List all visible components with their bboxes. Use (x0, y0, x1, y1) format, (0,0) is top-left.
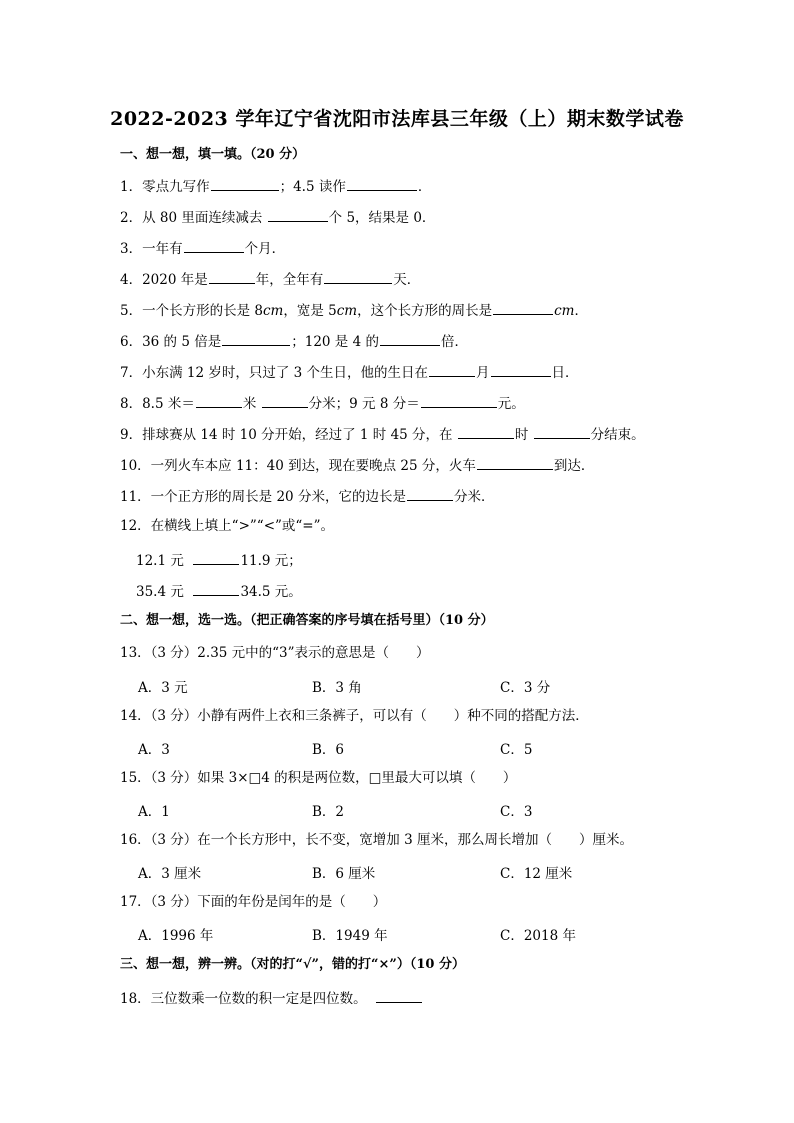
question-7 (120, 362, 579, 382)
q4-blank-1[interactable] (209, 269, 255, 284)
question-6 (120, 331, 468, 351)
question-4 (120, 269, 420, 289)
q9-text-b: 时 (514, 427, 529, 443)
q17-option-a[interactable]: A．1996 年 (138, 928, 214, 944)
question-16-stem: 16．（3 分）在一个长方形中，长不变，宽增加 3 厘米，那么周长增加（ ）厘米。 (120, 832, 633, 848)
q8-blank-3[interactable] (421, 393, 497, 408)
q5-unit-1: cm (262, 303, 284, 319)
q6-blank-2[interactable] (380, 331, 440, 346)
q13-option-b[interactable]: B．3 角 (312, 680, 362, 696)
section-1-heading: 一、想一想，填一填。（20 分） (120, 147, 306, 162)
q8-blank-2[interactable] (262, 393, 308, 408)
question-12: 12．在横线上填上“>”“<”或“=”。 (120, 518, 335, 534)
question-1 (120, 176, 431, 196)
q11-blank-1[interactable] (407, 486, 453, 501)
question-9 (120, 424, 645, 444)
q16-option-a[interactable]: A．3 厘米 (138, 866, 202, 882)
q10-blank-1[interactable] (477, 455, 553, 470)
q12-blank-1[interactable] (193, 550, 239, 565)
q1-blank-1[interactable] (211, 176, 279, 191)
q18-blank-1[interactable] (376, 988, 422, 1003)
q4-text-a: 4．2020 年是 (120, 272, 208, 288)
q4-blank-2[interactable] (324, 269, 392, 284)
q17-option-b[interactable]: B．1949 年 (312, 928, 388, 944)
q14-option-b[interactable]: B．6 (312, 742, 345, 758)
q4-text-b: 年，全年有 (255, 272, 324, 288)
question-12-row-1 (136, 550, 302, 570)
q1-text-b: ；4.5 读作 (279, 179, 346, 195)
q5-unit-3: cm (554, 303, 575, 319)
q2-blank-1[interactable] (268, 207, 328, 222)
q14-option-a[interactable]: A．3 (138, 742, 170, 758)
question-5 (120, 300, 588, 320)
q3-text-a: 3．一年有 (120, 241, 183, 257)
q7-blank-1[interactable] (429, 362, 475, 377)
question-10 (120, 455, 594, 475)
q10-text-b: 到达． (553, 458, 595, 474)
q3-blank-1[interactable] (184, 238, 244, 253)
section-3-heading: 三、想一想，辨一辨。（对的打“√”，错的打“×”）（10 分） (120, 957, 465, 972)
q6-text-b: ；120 是 4 的 (291, 334, 379, 350)
q8-text-c: 分米；9 元 8 分＝ (308, 396, 420, 412)
q8-text-b: 米 (242, 396, 257, 412)
q7-blank-2[interactable] (491, 362, 551, 377)
q11-text-b: 分米． (453, 489, 495, 505)
q1-text-a: 1．零点九写作 (120, 179, 210, 195)
q8-text-d: 元。 (497, 396, 525, 412)
q14-option-c[interactable]: C．5 (500, 742, 533, 758)
q12-r2-left: 35.4 元 (136, 584, 184, 600)
q5-text-a: 5．一个长方形的长是 8 (120, 303, 263, 319)
question-18 (120, 988, 423, 1008)
question-3 (120, 238, 285, 258)
q12-r2-right: 34.5 元。 (240, 584, 302, 600)
q1-text-c: ． (417, 179, 432, 195)
section-2-heading: 二、想一想，选一选。（把正确答案的序号填在括号里）（10 分） (120, 613, 494, 628)
q4-text-c: 天． (393, 272, 421, 288)
q6-text-c: 倍． (440, 334, 468, 350)
q5-text-d: ． (574, 303, 588, 319)
q16-option-c[interactable]: C．12 厘米 (500, 866, 573, 882)
question-12-row-2 (136, 581, 302, 601)
q17-option-c[interactable]: C．2018 年 (500, 928, 576, 944)
q5-text-c: ，这个长方形的周长是 (357, 303, 493, 319)
q3-text-b: 个月． (244, 241, 286, 257)
q6-blank-1[interactable] (222, 331, 290, 346)
q11-text-a: 11．一个正方形的周长是 20 分米，它的边长是 (120, 489, 406, 505)
q9-blank-1[interactable] (458, 424, 514, 439)
q13-option-a[interactable]: A．3 元 (138, 680, 188, 696)
q2-text-a: 2．从 80 里面连续减去 (120, 210, 263, 226)
q7-text-b: 月 (476, 365, 490, 381)
question-15-stem: 15．（3 分）如果 3×□4 的积是两位数，□里最大可以填（ ） (120, 770, 517, 786)
q6-text-a: 6．36 的 5 倍是 (120, 334, 222, 350)
q9-blank-2[interactable] (534, 424, 590, 439)
q12-r1-right: 11.9 元； (240, 553, 302, 569)
question-17-stem: 17．（3 分）下面的年份是闰年的是（ ） (120, 894, 387, 910)
q9-text-a: 9．排球赛从 14 时 10 分开始，经过了 1 时 45 分，在 (120, 427, 453, 443)
question-13-stem: 13．（3 分）2.35 元中的“3”表示的意思是（ ） (120, 645, 430, 661)
q5-blank-1[interactable] (493, 300, 553, 315)
q13-option-c[interactable]: C．3 分 (500, 680, 551, 696)
page-title: 2022-2023 学年辽宁省沈阳市法库县三年级（上）期末数学试卷 (110, 108, 684, 130)
question-8 (120, 393, 525, 413)
q18-text-a: 18．三位数乘一位数的积一定是四位数。 (120, 991, 367, 1007)
q5-text-b: ，宽是 5 (283, 303, 337, 319)
q10-text-a: 10．一列火车本应 11：40 到达，现在要晚点 25 分，火车 (120, 458, 476, 474)
q8-blank-1[interactable] (196, 393, 242, 408)
q7-text-c: 日． (551, 365, 579, 381)
q16-option-b[interactable]: B．6 厘米 (312, 866, 376, 882)
q12-blank-2[interactable] (193, 581, 239, 596)
q2-text-b: 个 5，结果是 0． (328, 210, 436, 226)
q8-text-a: 8．8.5 米＝ (120, 396, 195, 412)
q5-unit-2: cm (336, 303, 358, 319)
q7-text-a: 7．小东满 12 岁时，只过了 3 个生日，他的生日在 (120, 365, 429, 381)
q15-option-a[interactable]: A．1 (138, 804, 170, 820)
question-11 (120, 486, 494, 506)
q15-option-c[interactable]: C．3 (500, 804, 533, 820)
q12-r1-left: 12.1 元 (136, 553, 184, 569)
q15-option-b[interactable]: B．2 (312, 804, 345, 820)
q1-blank-2[interactable] (347, 176, 417, 191)
question-14-stem: 14．（3 分）小静有两件上衣和三条裤子，可以有（ ）种不同的搭配方法． (120, 708, 589, 724)
q9-text-c: 分结束。 (590, 427, 645, 443)
question-2 (120, 207, 435, 227)
